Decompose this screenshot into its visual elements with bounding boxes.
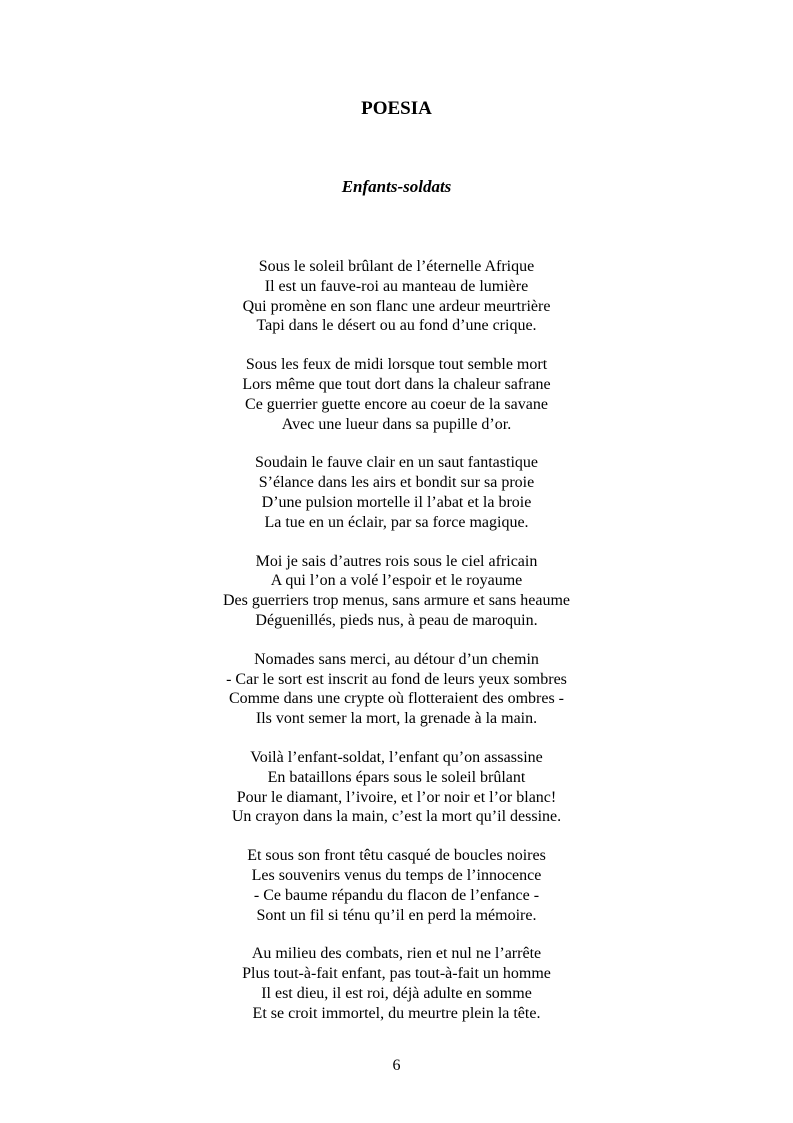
poem-line: Pour le diamant, l’ivoire, et l’or noir et l’or blanc!: [236, 788, 557, 806]
section-title: POESIA: [361, 98, 432, 119]
poem-line: A qui l’on a volé l’espoir et le royaume: [270, 572, 523, 590]
poem-line: Et se croit immortel, du meurtre plein la tête.: [252, 1004, 541, 1022]
poem-line: Sous les feux de midi lorsque tout semble mort: [245, 356, 548, 374]
poem-line: Sous le soleil brûlant de l’éternelle Afrique: [258, 258, 535, 275]
stanza: [0, 355, 793, 434]
poem-line: - Ce baume répandu du flacon de l’enfance -: [253, 886, 540, 904]
stanza: [0, 552, 793, 631]
poem-line: Plus tout-à-fait enfant, pas tout-à-fait un homme: [242, 965, 551, 983]
poem-line: Lors même que tout dort dans la chaleur safrane: [242, 375, 551, 393]
poem-line: Nomades sans merci, au détour d’un chemin: [254, 650, 539, 668]
poem-line: - Car le sort est inscrit au fond de leurs yeux sombres: [226, 670, 567, 688]
poem-line: Comme dans une crypte où flotteraient des ombres -: [228, 690, 564, 708]
stanza: [0, 748, 793, 827]
poem-line: Ils vont semer la mort, la grenade à la main.: [255, 710, 538, 728]
poem-line: Qui promène en son flanc une ardeur meurtrière: [242, 297, 551, 315]
poem-body: [0, 257, 793, 1043]
poem-line: Les souvenirs venus du temps de l’innocence: [251, 866, 542, 884]
poem-line: Voilà l’enfant-soldat, l’enfant qu’on assassine: [250, 748, 543, 766]
poem-line: Un crayon dans la main, c’est la mort qu’il dessine.: [231, 808, 562, 826]
poem-line: Sont un fil si ténu qu’il en perd la mémoire.: [256, 906, 537, 924]
poem-line: En bataillons épars sous le soleil brûlant: [267, 768, 526, 786]
poem-line: S’élance dans les airs et bondit sur sa proie: [258, 474, 535, 492]
poem-line: Il est dieu, il est roi, déjà adulte en somme: [261, 984, 532, 1002]
poem-line: Au milieu des combats, rien et nul ne l’arrête: [251, 945, 542, 963]
stanza: [0, 453, 793, 532]
poem-line: Ce guerrier guette encore au coeur de la savane: [245, 395, 548, 413]
poem-line: La tue en un éclair, par sa force magique.: [264, 513, 529, 531]
poem-title: Enfants-soldats: [341, 177, 452, 196]
page-number: 6: [392, 1057, 401, 1074]
poem-line: D’une pulsion mortelle il l’abat et la broie: [261, 493, 532, 511]
stanza: [0, 846, 793, 925]
poem-line: Tapi dans le désert ou au fond d’une crique.: [256, 317, 537, 335]
poem-line: Soudain le fauve clair en un saut fantastique: [254, 454, 538, 472]
stanza: [0, 257, 793, 336]
poem-line: Avec une lueur dans sa pupille d’or.: [281, 415, 512, 433]
stanza: [0, 944, 793, 1023]
poem-line: Il est un fauve-roi au manteau de lumière: [264, 277, 529, 295]
poem-line: Et sous son front têtu casqué de boucles noires: [247, 847, 546, 865]
poem-line: Moi je sais d’autres rois sous le ciel africain: [255, 552, 538, 570]
stanza: [0, 650, 793, 729]
poem-line: Déguenillés, pieds nus, à peau de maroquin.: [255, 611, 538, 629]
poem-line: Des guerriers trop menus, sans armure et sans heaume: [223, 592, 570, 610]
